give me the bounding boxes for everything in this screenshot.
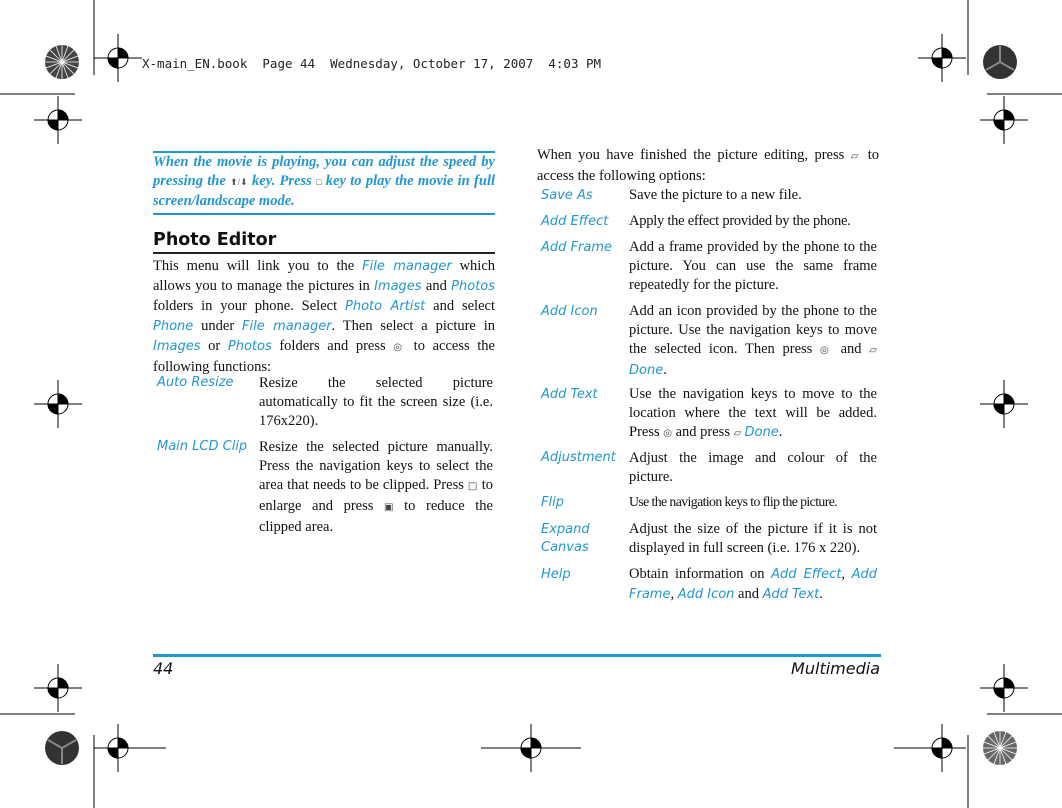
term-adjustment: Adjustment	[541, 450, 616, 465]
zoom-in-key-icon: □	[467, 480, 478, 492]
registration-mark-right-3	[980, 664, 1028, 712]
registration-mark-bottom-right	[894, 724, 966, 772]
intro-text: folders and press	[271, 337, 394, 354]
section-title: Photo Editor	[153, 228, 495, 254]
desc-text: .	[663, 361, 667, 378]
chapter-title: Multimedia	[791, 659, 880, 678]
menu-ref-done: Done	[629, 362, 664, 378]
intro-text: which allows you to manage the pictures in	[153, 258, 496, 294]
intro-text: to access the following options:	[537, 147, 879, 184]
starburst-target-bottom-right	[983, 731, 1017, 765]
starburst-target-top-right	[983, 45, 1017, 79]
term-add-effect: Add Effect	[541, 214, 609, 229]
desc-auto-resize: Resize the selected picture automatically to fit the screen size (i.e. 176x220).	[259, 375, 493, 429]
menu-ref-photos: Photos	[451, 278, 496, 294]
term-auto-resize: Auto Resize	[157, 375, 234, 390]
desc-text: .	[778, 423, 783, 440]
ok-key-icon: ◎	[393, 341, 407, 353]
registration-mark-bottom-left	[94, 724, 166, 772]
intro-paragraph	[153, 257, 495, 376]
desc-expand-canvas: Adjust the size of the picture if it is not displayed in full screen (i.e. 176 x 220).	[629, 521, 877, 556]
up-down-key-icon: ⬆/⬇	[230, 177, 248, 187]
registration-mark-top-left	[94, 34, 142, 82]
menu-ref-add-effect: Add Effect	[771, 567, 842, 582]
desc-text: to reduce the clipped area.	[259, 497, 493, 535]
intro-text: and select	[425, 297, 495, 314]
term-help: Help	[541, 567, 571, 582]
registration-mark-right-2	[980, 380, 1028, 428]
note-text-2: key. Press	[247, 173, 317, 189]
softkey-icon: ▱	[850, 151, 862, 162]
intro-text: and	[421, 277, 452, 294]
menu-ref-images: Images	[153, 338, 201, 354]
term-add-text: Add Text	[541, 387, 598, 402]
desc-text: and	[832, 340, 870, 357]
print-header-stamp: X-main_EN.book Page 44 Wednesday, October 17, 2007 4:03 PM	[142, 56, 602, 71]
term-expand-canvas: Expand Canvas	[541, 522, 590, 555]
menu-ref-photos: Photos	[227, 338, 272, 354]
desc-save-as: Save the picture to a new file.	[629, 187, 802, 203]
desc-text: Resize the selected picture manually. Press the navigation keys to select the area that needs to be clipped. Press	[259, 439, 493, 493]
desc-text: to enlarge and press	[259, 476, 494, 514]
ok-key-icon: ◎	[820, 344, 833, 356]
registration-mark-left-2	[34, 380, 82, 428]
menu-ref-add-text: Add Text	[762, 586, 820, 602]
desc-add-frame: Add a frame provided by the phone to the picture. You can use the same frame repeatedly for the picture.	[629, 239, 877, 293]
term-add-icon: Add Icon	[541, 304, 598, 319]
starburst-target-bottom-left	[45, 731, 79, 765]
menu-ref-file-manager: File manager	[242, 318, 332, 334]
zoom-out-key-icon: ▣	[384, 501, 394, 513]
desc-text: and press	[671, 423, 734, 440]
menu-ref-images: Images	[374, 278, 422, 294]
term-main-lcd-clip: Main LCD Clip	[157, 439, 248, 454]
desc-main-lcd-clip	[259, 438, 493, 537]
desc-add-effect: Apply the effect provided by the phone.	[629, 213, 851, 229]
registration-mark-top-right	[918, 34, 966, 82]
term-add-frame: Add Frame	[541, 240, 612, 255]
term-flip: Flip	[541, 495, 564, 510]
menu-ref-add-icon: Add Icon	[677, 586, 735, 602]
page-number: 44	[153, 659, 174, 678]
intro-text: to access the following functions:	[153, 337, 495, 375]
note-box	[153, 151, 495, 215]
intro-text: or	[200, 337, 228, 354]
menu-ref-done: Done	[744, 424, 779, 440]
footer-rule	[153, 654, 881, 657]
desc-text: and	[734, 585, 763, 602]
right-intro	[537, 146, 879, 186]
registration-mark-right-1	[980, 96, 1028, 144]
desc-text: Obtain information on	[629, 566, 772, 582]
desc-text: Add an icon provided by the phone to the picture. Use the navigation keys to move the selected icon. Then press	[629, 303, 877, 357]
desc-adjustment: Adjust the image and colour of the picture.	[629, 450, 877, 485]
registration-mark-left-3	[34, 664, 82, 712]
menu-ref-file-manager: File manager	[362, 259, 452, 274]
starburst-target-top-left	[45, 45, 79, 79]
desc-text: .	[819, 585, 823, 602]
intro-text: This menu will link you to the	[153, 258, 363, 274]
softkey-icon: ▱	[733, 427, 745, 439]
ok-key-icon: ◎	[663, 427, 672, 439]
desc-text: ,	[841, 566, 852, 582]
desc-add-text	[629, 385, 877, 444]
desc-flip: Use the navigation keys to flip the picture.	[629, 494, 838, 509]
term-save-as: Save As	[541, 188, 593, 203]
desc-add-icon	[629, 302, 877, 381]
intro-text: under	[193, 317, 243, 334]
fullscreen-key-icon: □	[316, 177, 322, 187]
registration-mark-bottom-center	[481, 724, 581, 772]
softkey-icon: ▱	[869, 344, 877, 356]
intro-text: . Then select a picture in	[331, 317, 496, 334]
menu-ref-photo-artist: Photo Artist	[345, 298, 426, 314]
note-text-3: key to play the movie in full screen/landscape mode.	[153, 173, 495, 209]
registration-mark-left-1	[34, 96, 82, 144]
desc-help	[629, 565, 877, 605]
desc-text: Use the navigation keys to move to the location where the text will be added. Press	[629, 386, 877, 440]
intro-text: When you have finished the picture editing, press	[537, 147, 851, 163]
menu-ref-add-frame: Add Frame	[629, 567, 878, 602]
intro-text: folders in your phone. Select	[153, 297, 345, 314]
menu-ref-phone: Phone	[153, 318, 194, 334]
desc-text: ,	[670, 585, 678, 602]
note-text-1: When the movie is playing, you can adjust the speed by pressing the	[153, 154, 495, 189]
